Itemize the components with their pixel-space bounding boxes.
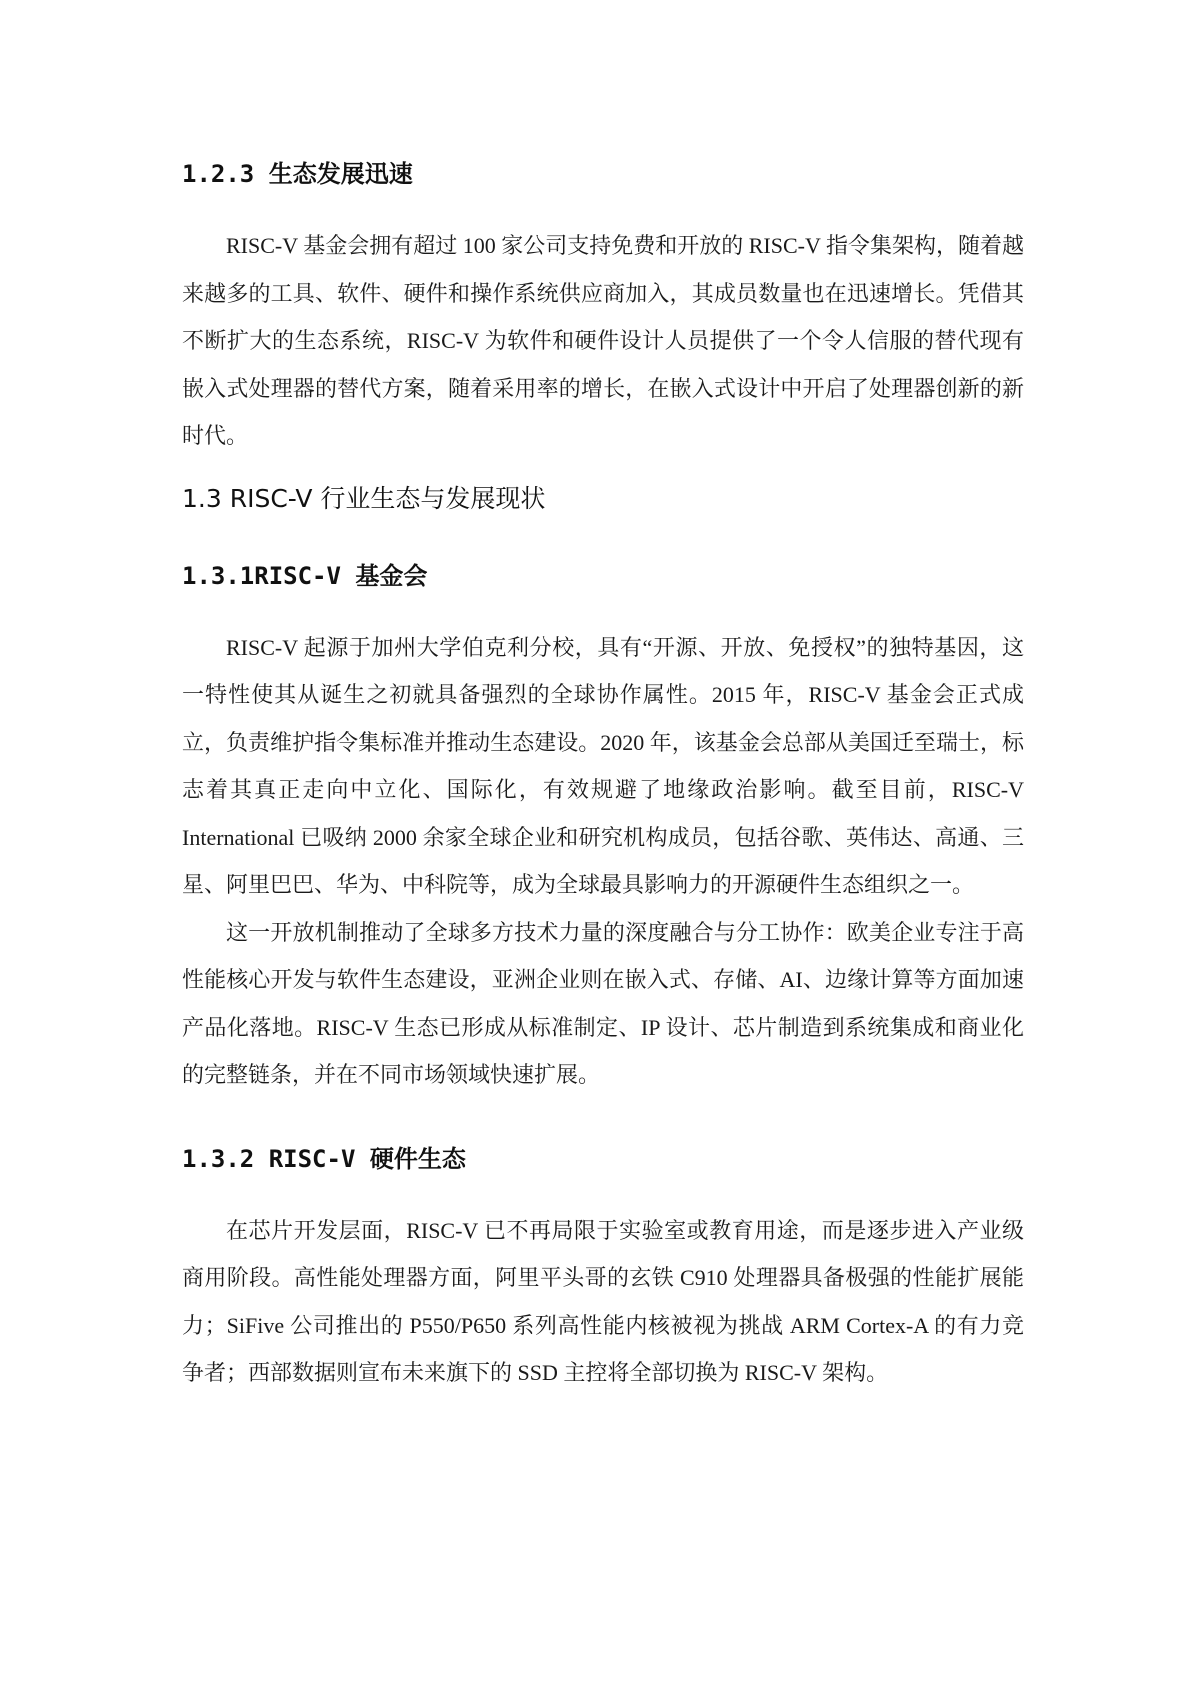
section-heading-1-2-3: 1.2.3 生态发展迅速 <box>182 160 413 188</box>
paragraph-open-mechanism: 这一开放机制推动了全球多方技术力量的深度融合与分工协作：欧美企业专注于高性能核心开发与软件生态建设，亚洲企业则在嵌入式、存储、AI、边缘计算等方面加速产品化落地。RISC-V 生态已形成从标准制定、IP 设计、芯片制造到系统集成和商业化的完整链条，并在不同市场领域快速扩展。 <box>182 919 1024 1087</box>
section-heading-1-3: 1.3 RISC-V 行业生态与发展现状 <box>182 483 546 513</box>
paragraph-hardware-ecosystem: 在芯片开发层面，RISC-V 已不再局限于实验室或教育用途，而是逐步进入产业级商用阶段。高性能处理器方面，阿里平头哥的玄铁 C910 处理器具备极强的性能扩展能力；SiFive 公司推出的 P550/P650 系列高性能内核被视为挑战 ARM Cortex-A 的有力竞争者；西部数据则宣布未来旗下的 SSD 主控将全部切换为 RISC-V 架构。 <box>182 1217 1024 1385</box>
paragraph-foundation-history: RISC-V 起源于加州大学伯克利分校，具有“开源、开放、免授权”的独特基因，这一特性使其从诞生之初就具备强烈的全球协作属性。2015 年，RISC-V 基金会正式成立，负责维护指令集标准并推动生态建设。2020 年，该基金会总部从美国迁至瑞士，标志着其真正走向中立化、国际化，有效规避了地缘政治影响。截至目前，RISC-V International 已吸纳 2000 余家全球企业和研究机构成员，包括谷歌、英伟达、高通、三星、阿里巴巴、华为、中科院等，成为全球最具影响力的开源硬件生态组织之一。 <box>182 634 1024 897</box>
document-page <box>182 150 1024 1397</box>
section-heading-1-3-1: 1.3.1RISC-V 基金会 <box>182 561 428 590</box>
section-heading-1-3-2: 1.3.2 RISC-V 硬件生态 <box>182 1144 466 1173</box>
paragraph-ecosystem-growth: RISC-V 基金会拥有超过 100 家公司支持免费和开放的 RISC-V 指令集架构，随着越来越多的工具、软件、硬件和操作系统供应商加入，其成员数量也在迅速增长。凭借其不断扩大的生态系统，RISC-V 为软件和硬件设计人员提供了一个令人信服的替代现有嵌入式处理器的替代方案，随着采用率的增长，在嵌入式设计中开启了处理器创新的新时代。 <box>182 233 1024 448</box>
